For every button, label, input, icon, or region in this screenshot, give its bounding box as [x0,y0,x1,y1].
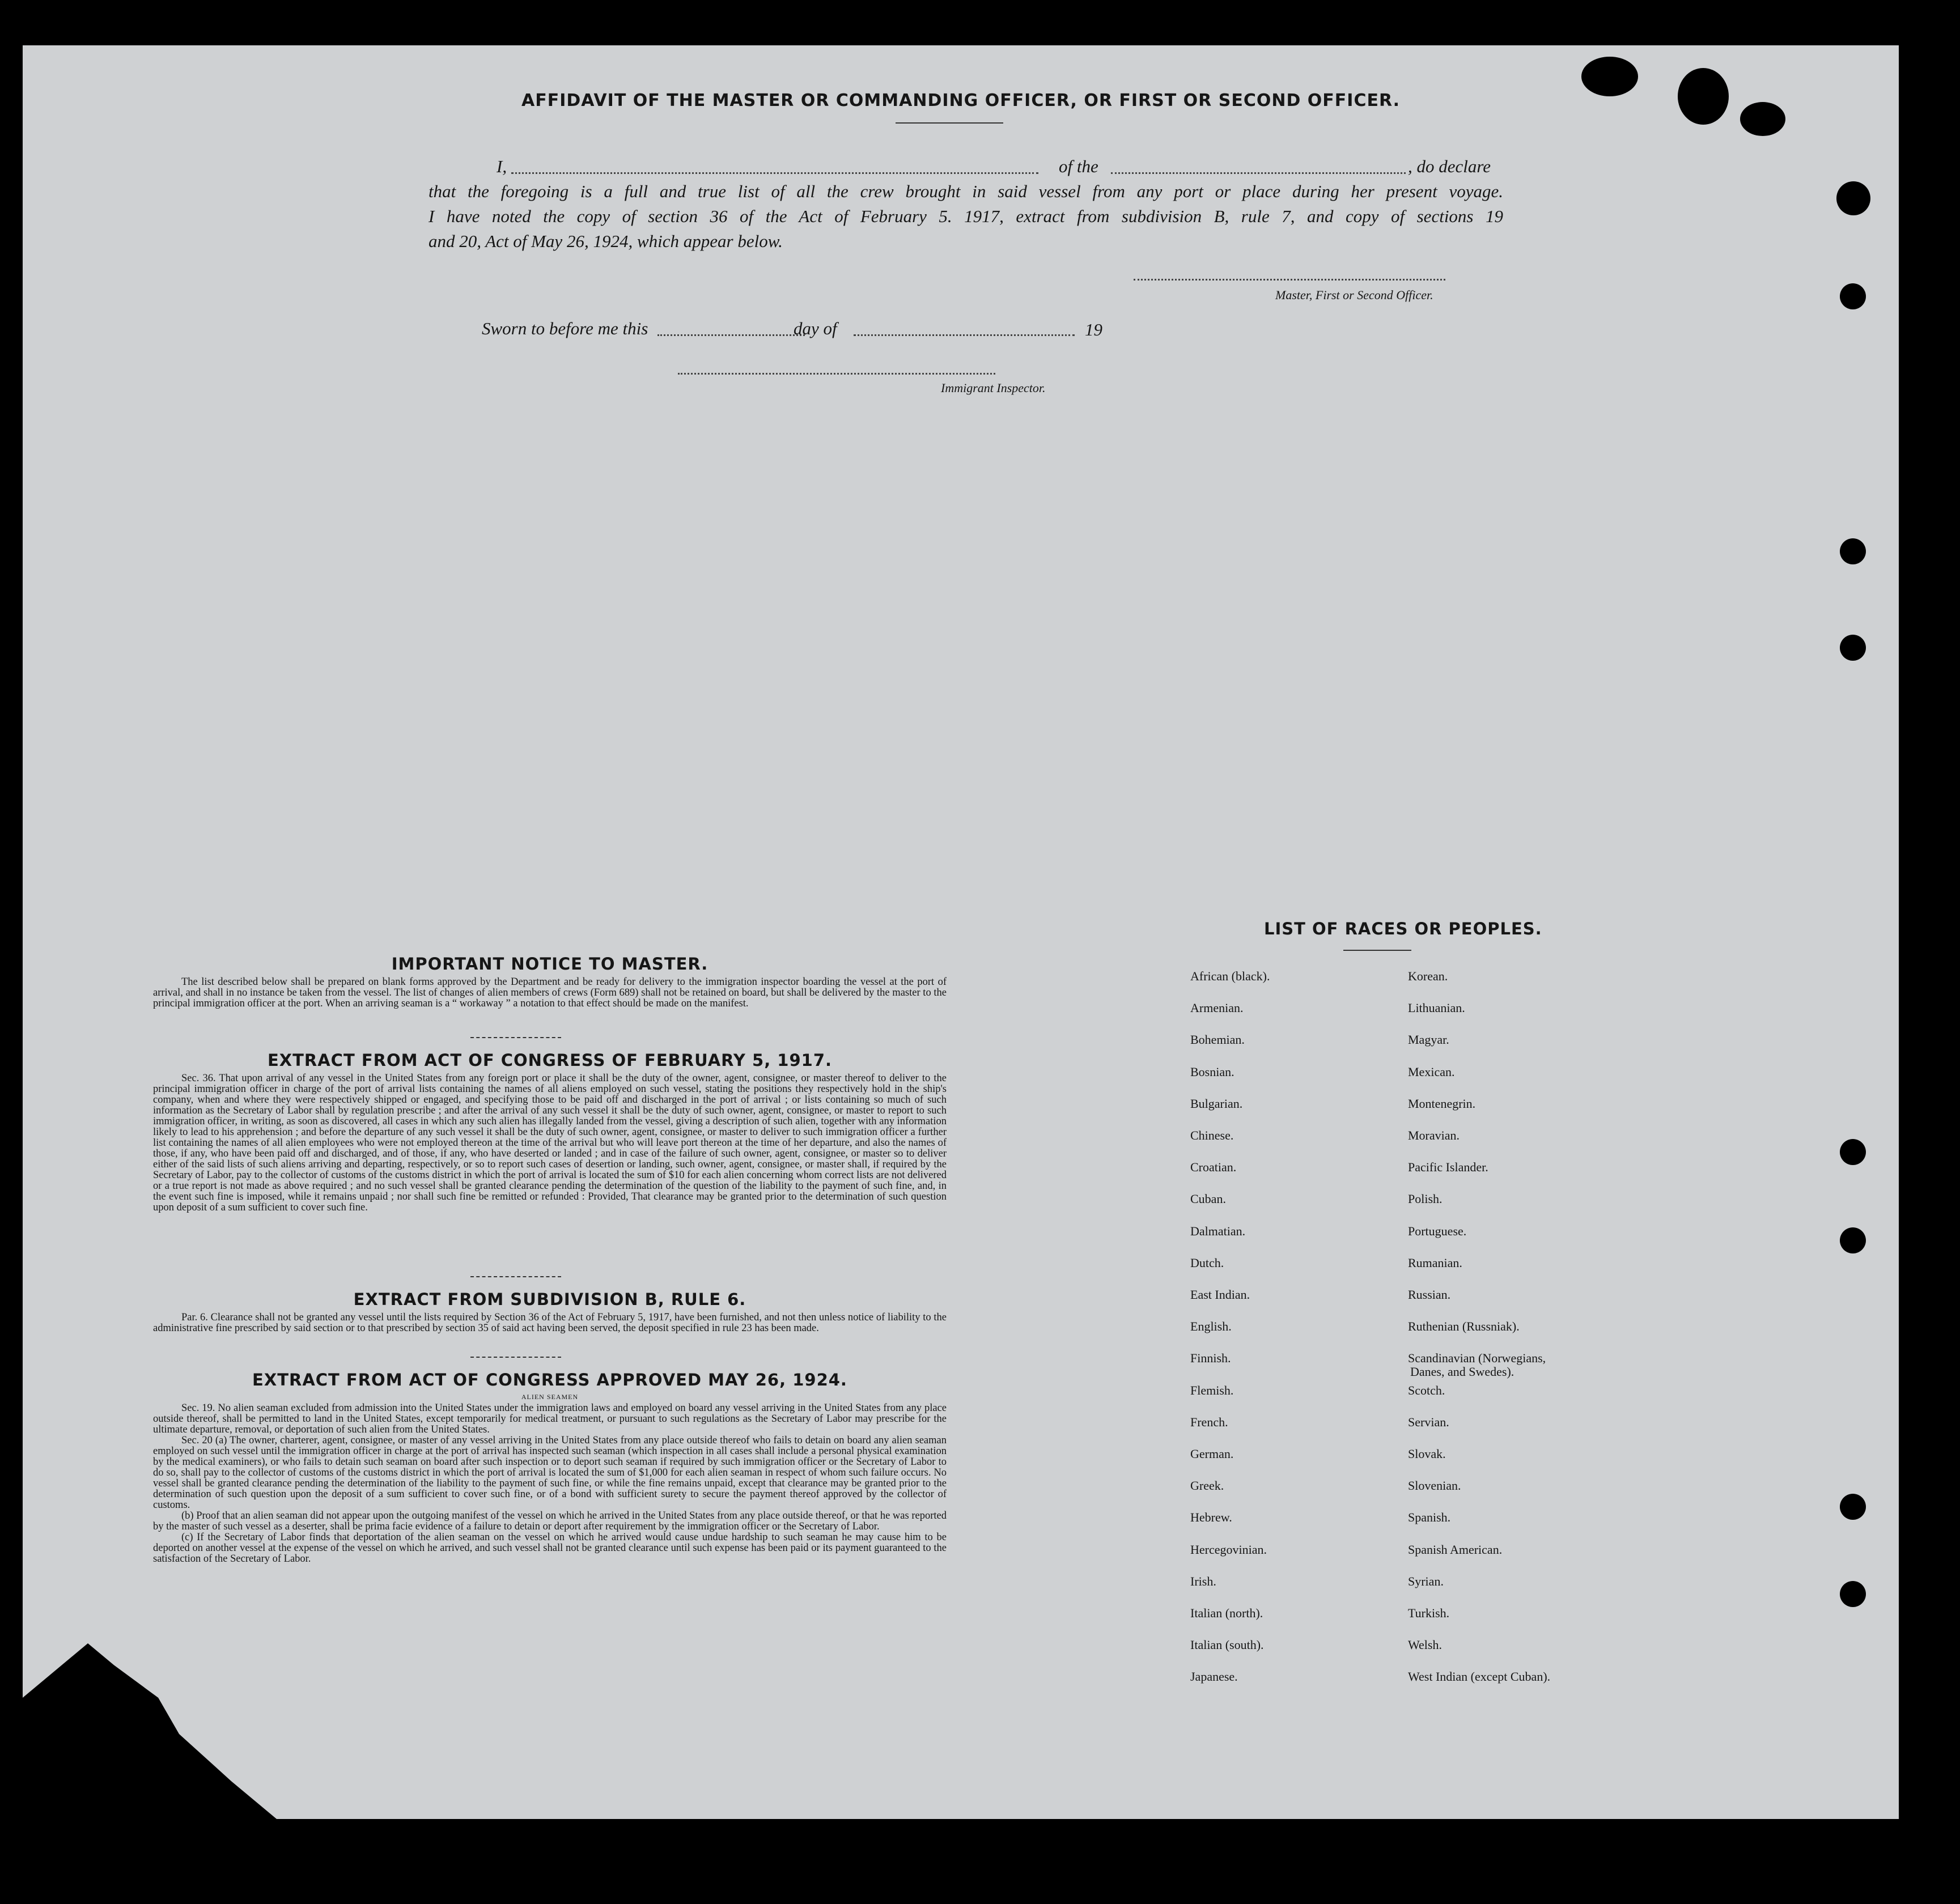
race-item: Bulgarian. [1190,1096,1243,1111]
extract-1924-title: EXTRACT FROM ACT OF CONGRESS APPROVED MAY 26, 1924. [252,1370,847,1389]
race-item: African (black). [1190,969,1270,983]
race-item: Polish. [1408,1192,1443,1206]
affidavit-line-4: and 20, Act of May 26, 1924, which appear below. [429,231,783,251]
race-item: Dutch. [1190,1255,1224,1270]
race-item: Japanese. [1190,1669,1238,1684]
race-item: Chinese. [1190,1128,1234,1142]
name-blank-line[interactable] [511,172,1038,174]
race-item: Hercegovinian. [1190,1542,1267,1557]
race-item: Korean. [1408,969,1448,983]
sec-20c-paragraph: (c) If the Secretary of Labor finds that deportation of the alien seaman on the vessel on which he arrived would cause undue hardship to such seaman he may cause him to be deported on another vessel at the expense of the vessel on which he arrived, and such vessel shall not be granted clearance until such expense has been paid or its payment guaranteed to the satisfaction of the Secretary of Labor. [153,1532,947,1565]
race-item: Hebrew. [1190,1510,1232,1525]
race-item: Ruthenian (Russniak). [1408,1319,1520,1334]
sworn-text: Sworn to before me this [482,318,648,338]
race-item: East Indian. [1190,1287,1250,1302]
race-item: Bohemian. [1190,1032,1245,1047]
punch-hole [1840,538,1866,564]
race-item: Slovak. [1408,1447,1446,1461]
extract-1924-body [153,1403,947,1565]
extract-1917-body [153,1073,947,1213]
notice-divider [470,1037,561,1038]
title-divider [896,122,1003,124]
race-item: Welsh. [1408,1638,1442,1652]
race-item: Croatian. [1190,1160,1237,1175]
affidavit-line-2: that the foregoing is a full and true list of all the crew brought in said vessel from any port or place during her present voyage. [429,181,1503,201]
ink-blot [1581,57,1638,96]
extract-1917-title: EXTRACT FROM ACT OF CONGRESS OF FEBRUARY 5, 1917. [267,1051,833,1070]
master-signature-label: Master, First or Second Officer. [1275,288,1433,302]
race-item: Bosnian. [1190,1064,1234,1079]
punch-hole [1840,1581,1866,1607]
master-signature-line[interactable] [1134,279,1445,280]
punch-hole [1840,635,1866,661]
ink-blot [1836,181,1870,215]
sec-20b-paragraph: (b) Proof that an alien seaman did not appear upon the outgoing manifest of the vessel on which he arrived in the United States from any place outside thereof, or that he was reported by the master of such vessel as a deserter, shall be prima facie evidence of a failure to detain or deport after requirement by the immigration officer or the Secretary of Labor. [153,1510,947,1532]
punch-hole [1840,1227,1866,1253]
race-item: English. [1190,1319,1232,1334]
affidavit-i: I, [497,156,507,176]
race-item: Servian. [1408,1414,1449,1429]
extract-rule6-divider [470,1357,561,1358]
race-item: Slovenian. [1408,1478,1461,1493]
alien-seamen-subhead: ALIEN SEAMEN [521,1393,579,1401]
race-item: Italian (south). [1190,1638,1264,1652]
sworn-year: 19 [1085,320,1102,339]
sec-36-paragraph: Sec. 36. That upon arrival of any vessel in the United States from any foreign port or place it shall be the duty of the owner, agent, consignee, or master thereof to deliver to the principal immigration officer in charge of the port of arrival lists containing the names of all aliens employed on such vessel, stating the positions they respectively hold in the ship's company, when and where they were respectively shipped or engaged, and specifying those to be paid off and discharged in the port of arrival ; or lists containing so much of such information as the Secretary of Labor shall by regulation prescribe ; and after the arrival of any such vessel it shall be the duty of such owner, agent, consignee, or master to report to such immigration officer, in writing, as soon as discovered, all cases in which any such alien has illegally landed from the vessel, giving a description of such alien, together with any information likely to lead to his apprehension ; and before the departure of any such vessel it shall be the duty of such owner, agent, consignee, or master to deliver to such immigration officer a further list containing the names of all alien employees who were not employed thereon at the time of the arrival but who will leave port thereon at the time of her departure, and also the names of those, if any, who have been paid off and discharged, and of those, if any, who have deserted or landed ; and in case of the failure of such owner, agent, consignee, or master so to deliver either of the said lists of such aliens arriving and departing, respectively, or so to report such cases of desertion or landing, such owner, agent, consignee, or master shall, if required by the Secretary of Labor, pay to the collector of customs of the customs district in which the port of arrival is located the sum of $10 for each alien concerning whom correct lists are not delivered or a true report is not made as above required ; and no such vessel shall be granted clearance pending the determination of the question of the liability to the payment of such fine, and, in the event such fine is imposed, while it remains unpaid ; nor shall such fine be remitted or refunded : Provided, That clearance may be granted prior to the determination of such question upon deposit of a sum sufficient to cover such fine. [153,1073,947,1213]
document-sheet [23,45,1899,1819]
vessel-blank-line[interactable] [1111,172,1406,174]
sec-20a-paragraph: Sec. 20 (a) The owner, charterer, agent, consignee, or master of any vessel arriving in the United States from any place outside thereof who fails to detain on board any alien seaman employed on such vessel until the immigration officer in charge at the port of arrival has inspected such seaman (which inspection in all cases shall include a personal physical examination by the medical examiners), or who fails to detain such seaman on board after such inspection or to deport such seaman if required by such immigration officer or the Secretary of Labor to do so, shall pay to the collector of customs of the customs district in which the port of arrival is located the sum of $1,000 for each alien seaman in respect of whom such failure occurs. No vessel shall be granted clearance pending the determination of the liability to the payment of such fine, or while the fine remains unpaid, except that clearance may be granted prior to the determination of such question upon the deposit of a sum sufficient to cover such fine, or of a bond with sufficient surety to secure the payment thereof approved by the collector of customs. [153,1435,947,1511]
race-item: Irish. [1190,1574,1216,1588]
race-item: German. [1190,1447,1234,1461]
punch-hole [1840,1139,1866,1165]
affidavit-of-the: of the [1059,156,1098,176]
race-item: Mexican. [1408,1064,1455,1079]
race-item: Moravian. [1408,1128,1460,1142]
affidavit-line-3: I have noted the copy of section 36 of the Act of February 5. 1917, extract from subdivision B, rule 7, and copy of sections 19 [429,206,1503,226]
race-item: West Indian (except Cuban). [1408,1669,1551,1684]
race-item: Italian (north). [1190,1606,1263,1620]
extract-1917-divider [470,1276,561,1277]
race-item-scandinavian-cont: Danes, and Swedes). [1410,1365,1514,1379]
race-item: Lithuanian. [1408,1001,1465,1015]
affidavit-do-declare: , do declare [1408,156,1491,176]
race-item: Magyar. [1408,1032,1449,1047]
sworn-month-blank[interactable] [854,334,1075,336]
affidavit-title: AFFIDAVIT OF THE MASTER OR COMMANDING OFFICER, OR FIRST OR SECOND OFFICER. [521,91,1401,110]
inspector-signature-label: Immigrant Inspector. [941,381,1046,395]
race-item: Flemish. [1190,1383,1234,1397]
races-divider [1343,950,1411,951]
race-item: Montenegrin. [1408,1096,1476,1111]
race-item: Finnish. [1190,1351,1231,1366]
notice-body [153,977,947,1009]
race-item: Syrian. [1408,1574,1444,1588]
extract-rule6-body [153,1312,947,1334]
extract-rule6-title: EXTRACT FROM SUBDIVISION B, RULE 6. [353,1290,746,1309]
race-item: Pacific Islander. [1408,1160,1488,1175]
race-item: Dalmatian. [1190,1223,1246,1238]
race-item: Scandinavian (Norwegians, [1408,1351,1546,1366]
sec-19-paragraph: Sec. 19. No alien seaman excluded from admission into the United States under the immigration laws and employed on board any vessel arriving in the United States from any place outside thereof, shall be permitted to land in the United States, except temporarily for medical treatment, or pursuant to such regulations as the Secretary of Labor may prescribe for the ultimate departure, removal, or deportation of such alien from the United States. [153,1402,947,1435]
par-6-paragraph: Par. 6. Clearance shall not be granted any vessel until the lists required by Section 36 of the Act of February 5, 1917, have been furnished, and not then unless notice of liability to the administrative fine prescribed by said section or to that prescribed by section 35 of said act having been served, the deposit specified in rule 23 has been made. [153,1312,947,1334]
race-item: Armenian. [1190,1001,1244,1015]
race-item: Turkish. [1408,1606,1450,1620]
sworn-day-blank[interactable] [657,334,805,336]
punch-hole [1840,283,1866,309]
race-item: Spanish. [1408,1510,1451,1525]
inspector-signature-line[interactable] [678,373,995,375]
race-item: French. [1190,1414,1228,1429]
punch-hole [1840,1494,1866,1520]
race-item: Scotch. [1408,1383,1445,1397]
race-item: Portuguese. [1408,1223,1467,1238]
race-item: Spanish American. [1408,1542,1503,1557]
notice-paragraph: The list described below shall be prepared on blank forms approved by the Department and be ready for delivery to the immigration inspector boarding the vessel at the port of arrival, and shall in no instance be taken from the vessel. The list of changes of alien members of crews (Form 689) shall not be retained on board, but shall be delivered by the master to the principal immigration officer at the port. When an arriving seaman is a “ workaway ” a notation to that effect should be made on the manifest. [153,976,947,1009]
day-of-text: day of [794,318,837,338]
ink-blot [1740,102,1785,136]
race-item: Greek. [1190,1478,1224,1493]
ink-blot [1678,68,1729,125]
race-item: Rumanian. [1408,1255,1462,1270]
races-title: LIST OF RACES OR PEOPLES. [1264,919,1542,938]
race-item: Cuban. [1190,1192,1226,1206]
notice-title: IMPORTANT NOTICE TO MASTER. [391,954,709,974]
race-item: Russian. [1408,1287,1451,1302]
